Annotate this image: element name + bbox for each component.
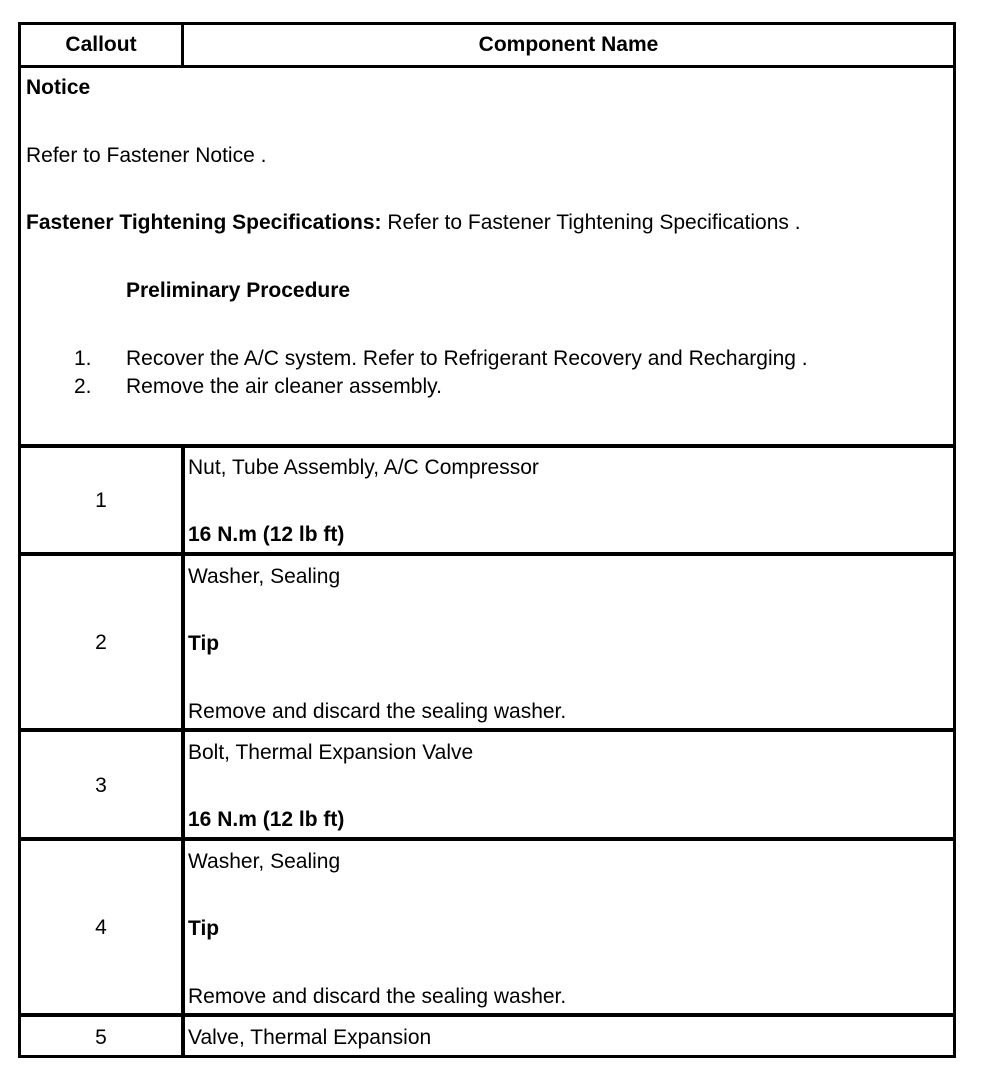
fastener-spec-text: Refer to Fastener Tightening Specifications . bbox=[381, 211, 801, 234]
notice-title: Notice bbox=[26, 76, 91, 99]
callout-3: 3 bbox=[95, 774, 107, 797]
step-number-2: 2. bbox=[74, 375, 92, 398]
row-rule-3 bbox=[21, 837, 953, 841]
step-number-1: 1. bbox=[74, 347, 92, 370]
tip-label-2: Tip bbox=[188, 632, 220, 655]
row-rule-1 bbox=[21, 552, 953, 556]
row-rule-4 bbox=[21, 1013, 953, 1017]
component-name-5: Valve, Thermal Expansion bbox=[188, 1026, 432, 1049]
tip-label-4: Tip bbox=[188, 917, 220, 940]
step-text-1: Recover the A/C system. Refer to Refrigerant Recovery and Recharging . bbox=[126, 347, 808, 370]
components-table bbox=[18, 22, 956, 1058]
torque-spec-3: 16 N.m (12 lb ft) bbox=[188, 808, 345, 831]
callout-4: 4 bbox=[95, 916, 107, 939]
component-name-2: Washer, Sealing bbox=[188, 565, 341, 588]
step-text-2: Remove the air cleaner assembly. bbox=[126, 375, 442, 398]
component-column-header: Component Name bbox=[478, 33, 659, 56]
component-name-3: Bolt, Thermal Expansion Valve bbox=[188, 741, 474, 764]
callout-divider bbox=[181, 448, 185, 1055]
component-name-4: Washer, Sealing bbox=[188, 850, 341, 873]
callout-column-header: Callout bbox=[65, 33, 137, 56]
tip-text-2: Remove and discard the sealing washer. bbox=[188, 700, 567, 723]
fastener-spec-label: Fastener Tightening Specifications: bbox=[26, 211, 382, 234]
notice-rule bbox=[21, 444, 953, 448]
torque-spec-1: 16 N.m (12 lb ft) bbox=[188, 523, 345, 546]
header-rule bbox=[21, 65, 953, 68]
tip-text-4: Remove and discard the sealing washer. bbox=[188, 985, 567, 1008]
fastener-notice-text: Refer to Fastener Notice . bbox=[26, 144, 267, 167]
row-rule-2 bbox=[21, 728, 953, 732]
fastener-spec-line bbox=[26, 211, 801, 235]
callout-2: 2 bbox=[95, 631, 107, 654]
component-name-1: Nut, Tube Assembly, A/C Compressor bbox=[188, 456, 539, 479]
preliminary-procedure-title: Preliminary Procedure bbox=[126, 279, 351, 302]
callout-5: 5 bbox=[95, 1026, 107, 1049]
header-divider bbox=[181, 25, 184, 65]
callout-1: 1 bbox=[95, 489, 107, 512]
